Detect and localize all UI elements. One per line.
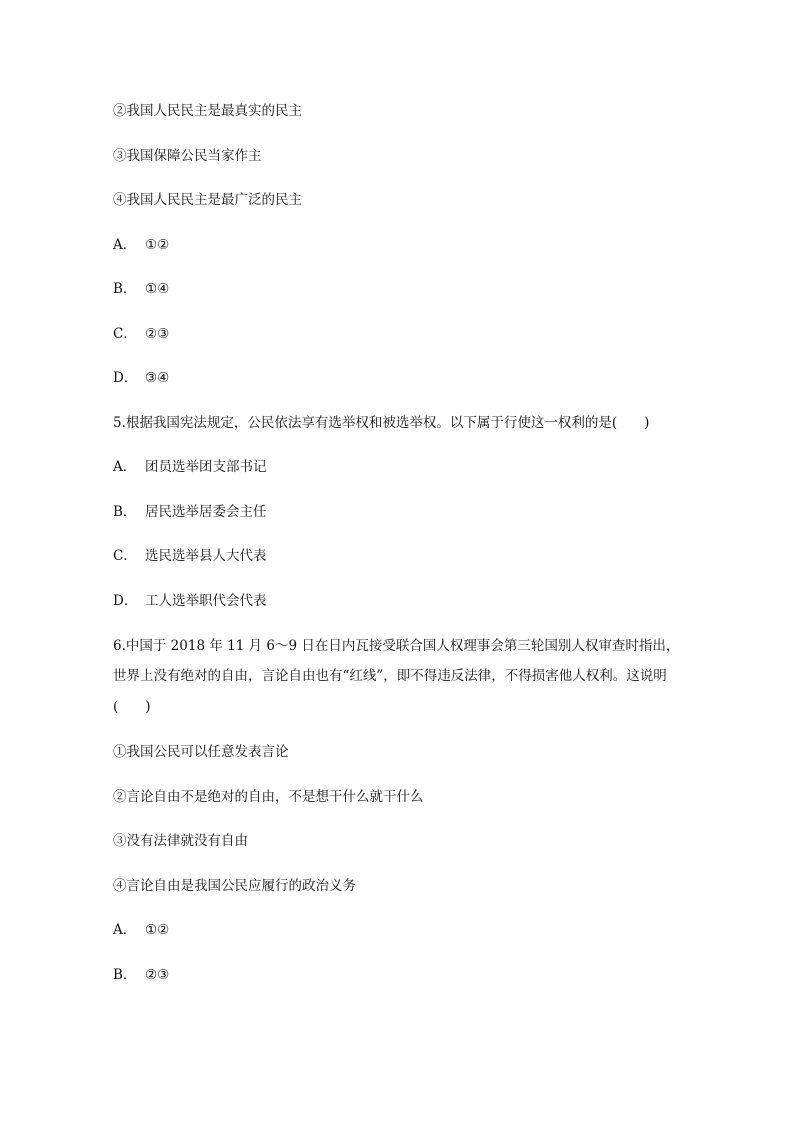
- option-text: 居民选举居委会主任: [145, 504, 267, 520]
- q4-option-b: [113, 279, 169, 299]
- option-text: ③④: [145, 370, 170, 386]
- q4-item-2: ②我国人民民主是最真实的民主: [113, 103, 302, 119]
- q6-stem-line-2: 世界上没有绝对的自由，言论自由也有“红线”，即不得违反法律，不得损害他人权利。这说明: [113, 668, 667, 684]
- q6-stem-line-1: 6.中国于 2018 年 11 月 6～9 日在日内瓦接受联合国人权理事会第三轮国别人权审查时指出，: [113, 638, 680, 654]
- option-text: 选民选举县人大代表: [145, 548, 267, 564]
- q5-option-c: [113, 546, 267, 566]
- option-text: 工人选举职代会代表: [145, 593, 267, 609]
- q6-item-2: ②言论自由不是绝对的自由，不是想干什么就干什么: [113, 789, 424, 805]
- option-letter: C．: [113, 326, 137, 342]
- q5-stem: 5.根据我国宪法规定，公民依法享有选举权和被选举权。以下属于行使这一权利的是( ): [113, 415, 650, 431]
- option-letter: D．: [113, 370, 138, 386]
- option-letter: C．: [113, 548, 137, 564]
- q5-option-d: [113, 591, 267, 611]
- q4-item-3: ③我国保障公民当家作主: [113, 148, 262, 164]
- option-letter: A．: [113, 237, 137, 253]
- q6-option-b: [113, 965, 169, 985]
- option-text: ②③: [145, 326, 170, 342]
- q6-item-3: ③没有法律就没有自由: [113, 833, 248, 849]
- option-letter: B．: [113, 281, 137, 297]
- q5-option-b: [113, 502, 267, 522]
- q4-item-4: ④我国人民民主是最广泛的民主: [113, 192, 302, 208]
- option-letter: A．: [113, 459, 137, 475]
- q6-item-4: ④言论自由是我国公民应履行的政治义务: [113, 878, 356, 894]
- option-text: ①④: [145, 281, 170, 297]
- q4-option-a: [113, 235, 169, 255]
- option-letter: D．: [113, 593, 138, 609]
- q5-option-a: [113, 457, 267, 477]
- option-text: 团员选举团支部书记: [145, 459, 267, 475]
- q4-option-d: [113, 368, 169, 388]
- option-text: ①②: [145, 237, 170, 253]
- q6-option-a: [113, 920, 169, 940]
- option-text: ②③: [145, 967, 170, 983]
- q6-stem-line-3: ( ): [113, 699, 151, 715]
- option-letter: B．: [113, 967, 137, 983]
- q4-option-c: [113, 324, 169, 344]
- option-letter: B．: [113, 504, 137, 520]
- option-letter: A．: [113, 922, 137, 938]
- q6-item-1: ①我国公民可以任意发表言论: [113, 744, 289, 760]
- option-text: ①②: [145, 922, 170, 938]
